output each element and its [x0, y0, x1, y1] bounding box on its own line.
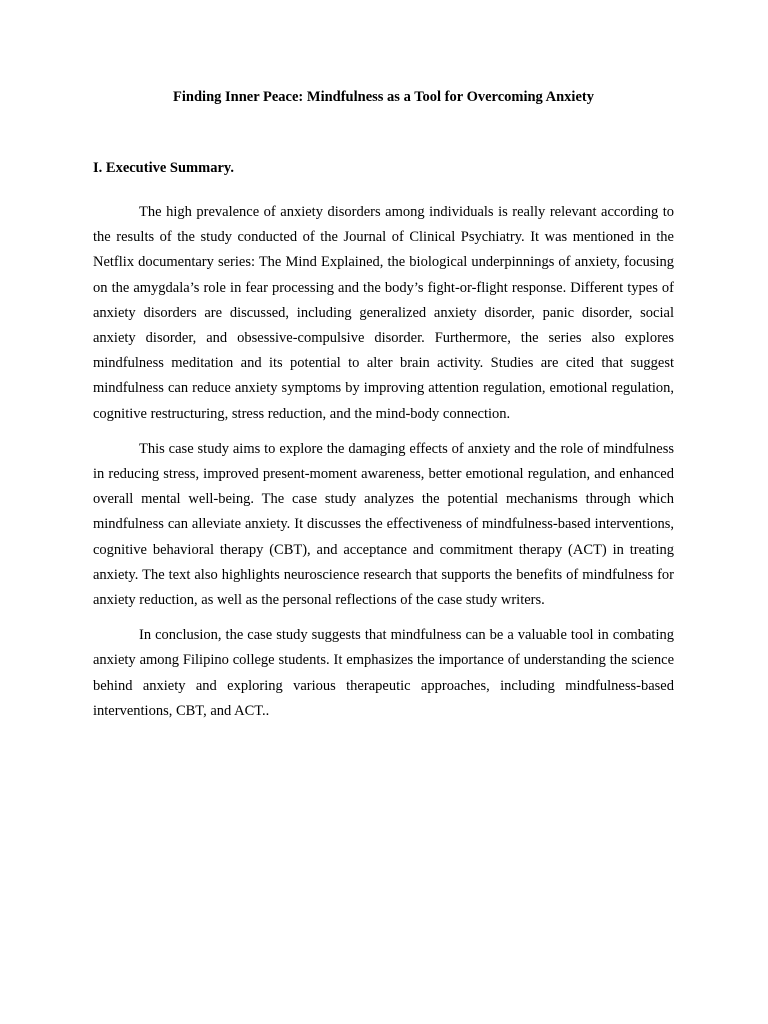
section-heading: I. Executive Summary.	[93, 160, 234, 176]
paragraph: This case study aims to explore the damaging effects of anxiety and the role of mindfulness in reducing stress, improved present-moment awareness, better emotional regulation, and enhanced overall mental well-being. The case study analyzes the potential mechanisms through which mindfulness can alleviate anxiety. It discusses the effectiveness of mindfulness-based interventions, cognitive behavioral therapy (CBT), and acceptance and commitment therapy (ACT) in treating anxiety. The text also highlights neuroscience research that supports the benefits of mindfulness for anxiety reduction, as well as the personal reflections of the case study writers.	[93, 440, 674, 609]
paragraph: The high prevalence of anxiety disorders among individuals is really relevant according to the results of the study conducted of the Journal of Clinical Psychiatry. It was mentioned in the Netflix documentary series: The Mind Explained, the biological underpinnings of anxiety, focusing on the amygdala’s role in fear processing and the body’s fight-or-flight response. Different types of anxiety disorders are discussed, including generalized anxiety disorder, panic disorder, social anxiety disorder, and obsessive-compulsive disorder. Furthermore, the series also explores mindfulness meditation and its potential to alter brain activity. Studies are cited that suggest mindfulness can reduce anxiety symptoms by improving attention regulation, emotional regulation, cognitive restructuring, stress reduction, and the mind-body connection.	[93, 204, 674, 422]
document-body	[93, 200, 674, 734]
document-title: Finding Inner Peace: Mindfulness as a Tool for Overcoming Anxiety	[173, 89, 594, 105]
paragraph: In conclusion, the case study suggests that mindfulness can be a valuable tool in combating anxiety among Filipino college students. It emphasizes the importance of understanding the science behind anxiety and exploring various therapeutic approaches, including mindfulness-based interventions, CBT, and ACT..	[93, 627, 674, 719]
